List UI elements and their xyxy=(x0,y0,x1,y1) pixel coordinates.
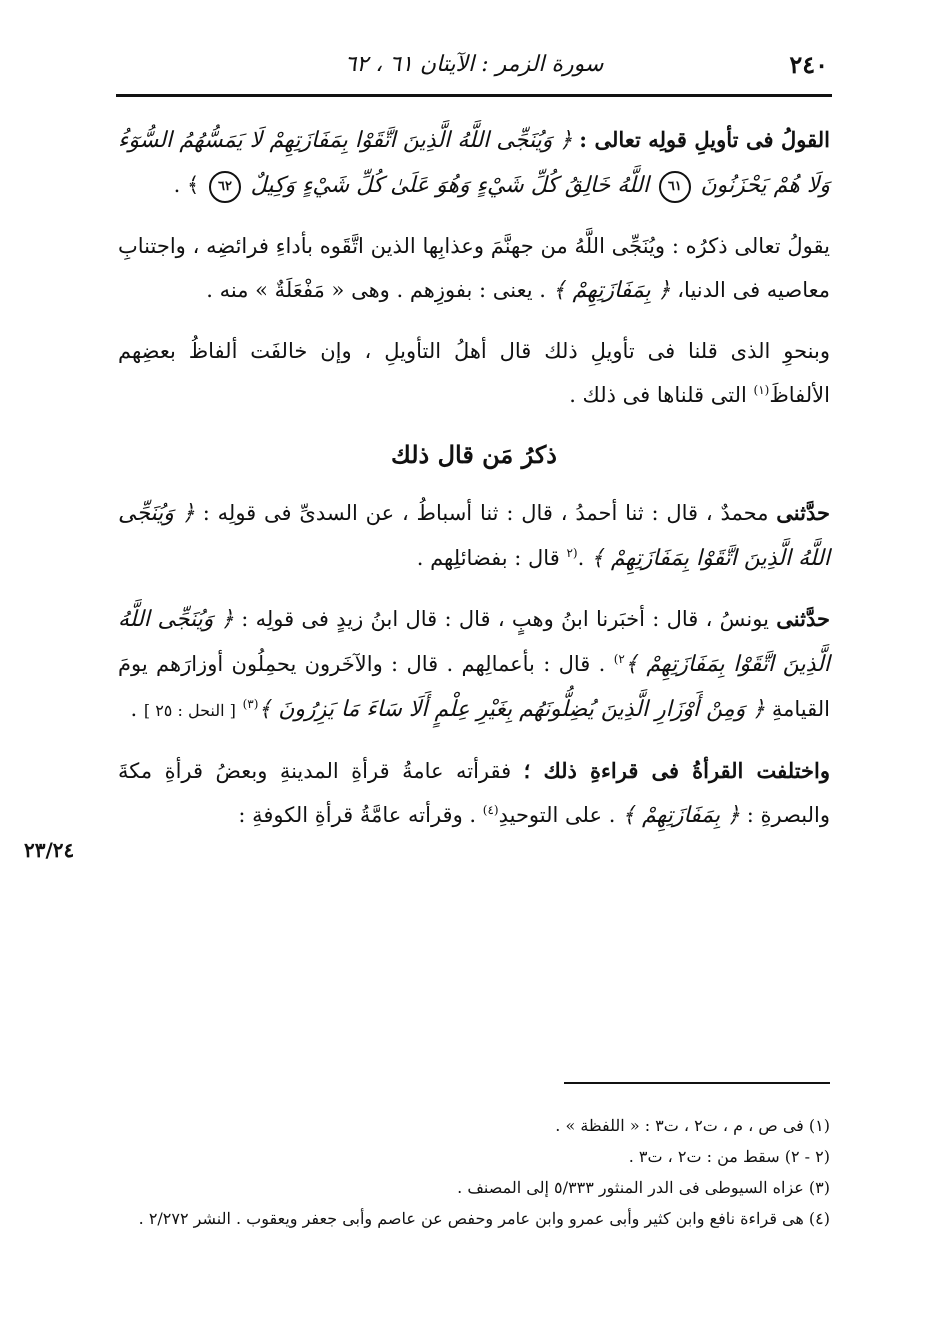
quran-quote: ﴿ وَيُنَجِّى اللَّهُ الَّذِينَ اتَّقَوْا بِمَفَازَتِهِمْ لَا يَمَسُّهُمُ السُّوٓءُ وَلَا هُمْ يَحْزَنُونَ xyxy=(118,128,830,198)
footnote-rule xyxy=(564,1082,830,1084)
footnotes xyxy=(118,1110,830,1234)
paragraph-text: . xyxy=(130,697,138,721)
paragraph-commentary xyxy=(118,224,830,313)
paragraph-lead: واختلفت القرأةُ فى قراءةِ ذلك ؛ xyxy=(523,758,830,783)
paragraph-narration xyxy=(118,491,830,581)
paragraph-narration xyxy=(118,597,830,733)
quran-quote: ﴿ بِمَفَازَتِهِمْ ﴾ xyxy=(622,803,741,828)
page-body xyxy=(118,118,830,854)
footnote-marker: (٢ xyxy=(566,546,578,560)
paragraph-text: فقرأته عامةُ قرأةِ المدينةِ وبعضُ قرأةِ مكةَ والبصرةِ : xyxy=(118,759,830,827)
paragraph-text: محمدٌ ، قال : ثنا أحمدُ ، قال : ثنا أسباطُ ، عن السدىِّ فى قولِه : xyxy=(202,501,769,525)
paragraph-text: . يعنى : بفوزِهم . وهى « مَفْعَلَةٌ » منه . xyxy=(206,278,546,302)
quran-quote: اللَّهُ خَالِقُ كُلِّ شَيْءٍ وَهُوَ عَلَىٰ كُلِّ شَيْءٍ وَكِيلٌ xyxy=(250,173,650,198)
footnote: (١) فى ص ، م ، ت٢ ، ت٣ : « اللفظة » . xyxy=(555,1116,830,1135)
quran-quote: ﴿ وَيُنَجِّى اللَّهُ الَّذِينَ اتَّقَوْا بِمَفَازَتِهِمْ ﴾ xyxy=(118,501,830,571)
paragraph-text: يونسُ ، قال : أخبَرنا ابنُ وهبٍ ، قال : قال ابنُ زيدٍ فى قولِه : xyxy=(241,607,769,631)
page-number: ٢٤٠ xyxy=(789,50,828,79)
paragraph-text: . xyxy=(577,546,585,570)
surah-reference: [ النحل : ٢٥ ] xyxy=(143,701,236,720)
section-heading: ذكرُ مَن قال ذلك xyxy=(391,440,557,469)
header-rule xyxy=(116,94,832,97)
margin-volume-reference: ٢٣/٢٤ xyxy=(24,838,75,862)
paragraph-commentary xyxy=(118,329,830,417)
footnote: (٤) هى قراءة نافع وابن كثير وأبى عمرو وابن عامر وحفص عن عاصم وأبى جعفر ويعقوب . النشر ٢/٢٧٢ . xyxy=(138,1209,830,1228)
ayah-number-marker: ٦٢ xyxy=(209,171,241,203)
paragraph-lead: حدَّثنى xyxy=(776,606,830,631)
quran-quote: ﴿ وَيُنَجِّى اللَّهُ الَّذِينَ اتَّقَوْا بِمَفَازَتِهِمْ ﴾ xyxy=(118,607,830,677)
footnote: (٢ - ٢) سقط من : ت٢ ، ت٣ . xyxy=(628,1147,830,1166)
paragraph-text: يقولُ تعالى ذكرُه : ويُنَجِّى اللَّهُ من جهنَّمَ وعذابِها الذين اتَّقَوه بأداءِ فرائضِه ، واجتنابِ معاصيه فى الدنيا، xyxy=(118,234,830,302)
footnote-marker: (٤) xyxy=(482,803,499,817)
paragraph-verse-heading xyxy=(118,118,830,208)
page-header xyxy=(118,46,830,90)
ayah-number-marker: ٦١ xyxy=(659,171,691,203)
quran-quote: ﴿ بِمَفَازَتِهِمْ ﴾ xyxy=(552,278,671,303)
paragraph-lead: القولُ فى تأويلِ قولِه تعالى : xyxy=(579,127,830,152)
footnote-marker: ٢) xyxy=(613,652,625,666)
quran-quote: ﴿ وَمِنْ أَوْزَارِ الَّذِينَ يُضِلُّونَهُم بِغَيْرِ عِلْمٍ أَلَا سَاءَ مَا يَزِرُونَ ﴾ xyxy=(258,697,766,722)
paragraph-text: . وقرأته عامَّةُ قرأةِ الكوفةِ : xyxy=(238,803,477,827)
paragraph-text: التى قلناها فى ذلك . xyxy=(569,383,747,407)
paragraph-text: وبنحوِ الذى قلنا فى تأويلِ ذلك قال أهلُ التأويلِ ، وإن خالفَت ألفاظُ بعضِهم الألفاظَ xyxy=(118,339,830,407)
paragraph-text: . على التوحيدِ xyxy=(498,803,616,827)
footnote: (٣) عزاه السيوطى فى الدر المنثور ٥/٣٣٣ إلى المصنف . xyxy=(457,1178,830,1197)
paragraph-text: . قال : بأعمالِهم . قال : والآخَرون يحمِلُون أوزارَهم يومَ القيامةِ xyxy=(118,652,830,721)
footnote-marker: (٣) xyxy=(242,697,259,711)
footnote-marker: (١) xyxy=(753,383,770,397)
paragraph-lead: حدَّثنى xyxy=(776,500,830,525)
running-title: سورة الزمر : الآيتان ٦١ ، ٦٢ xyxy=(344,52,604,77)
quote-close: ﴾ . xyxy=(173,173,200,197)
paragraph-text: قال : بفضائلِهم . xyxy=(416,546,560,570)
paragraph-readings xyxy=(118,749,830,838)
